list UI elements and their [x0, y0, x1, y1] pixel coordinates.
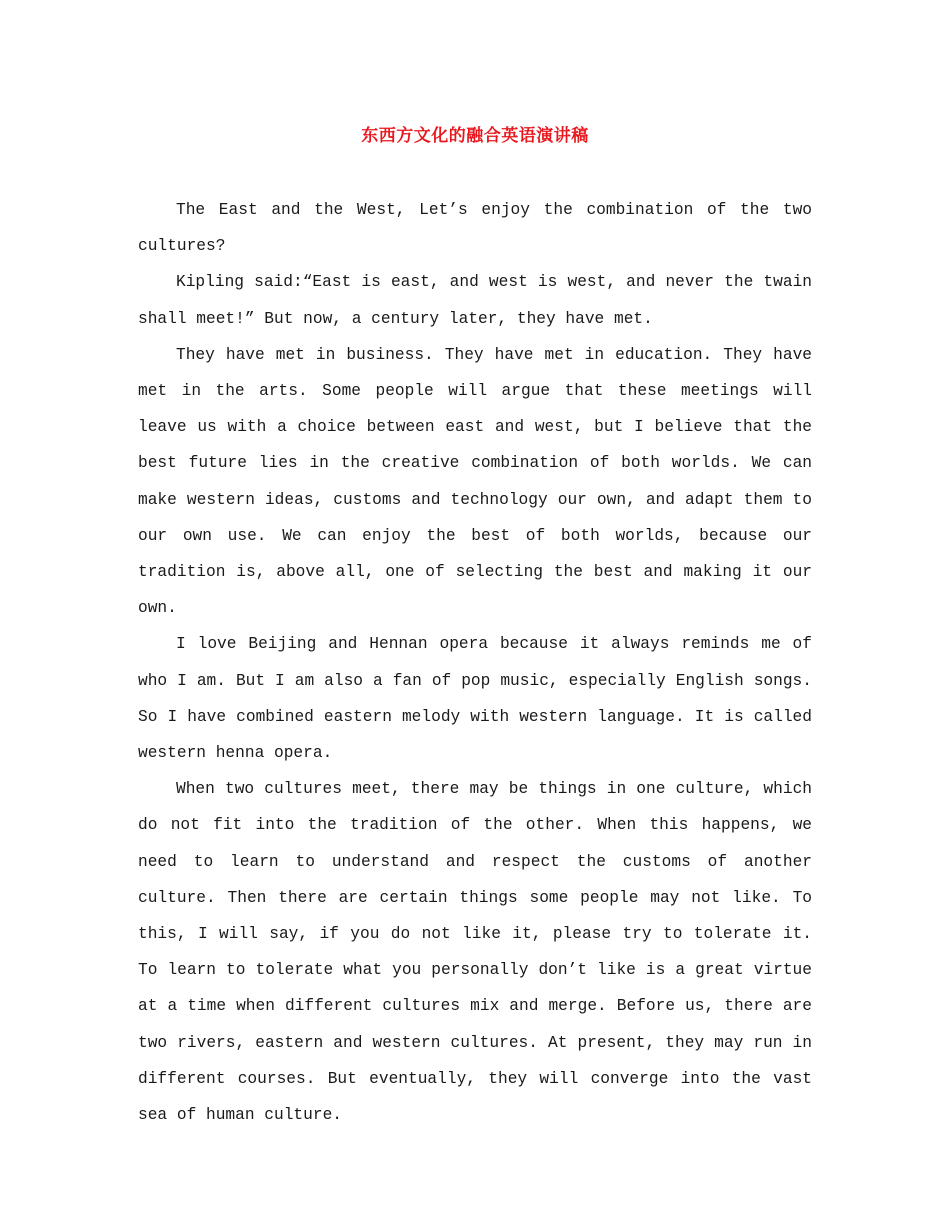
paragraph-1: The East and the West, Let’s enjoy the combination of the two cultures? [138, 201, 812, 256]
paragraph-4: I love Beijing and Hennan opera because it always reminds me of who I am. But I am also a fan of pop music, especially English songs. So I have combined eastern melody with western language. It is called western henna opera. [138, 635, 812, 763]
paragraph-3: They have met in business. They have met in education. They have met in the arts. Some people will argue that these meetings will leave us with a choice between east and west, but I believe that the best future lies in the creative combination of both worlds. We can make western ideas, customs and technology our own, and adapt them to our own use. We can enjoy the best of both worlds, because our tradition is, above all, one of selecting the best and making it our own. [138, 345, 812, 618]
document-title: 东西方文化的融合英语演讲稿 [361, 126, 589, 146]
document-body [138, 192, 812, 1133]
paragraph-5: When two cultures meet, there may be things in one culture, which do not fit into the tradition of the other. When this happens, we need to learn to understand and respect the customs of another culture. Then there are certain things some people may not like. To this, I will say, if you do not like it, please try to tolerate it. To learn to tolerate what you personally don’t like is a great virtue at a time when different cultures mix and merge. Before us, there are two rivers, eastern and western cultures. At present, they may run in different courses. But eventually, they will converge into the vast sea of human culture. [138, 780, 812, 1125]
paragraph-2: Kipling said:“East is east, and west is west, and never the twain shall meet!” But now, a century later, they have met. [138, 273, 812, 328]
